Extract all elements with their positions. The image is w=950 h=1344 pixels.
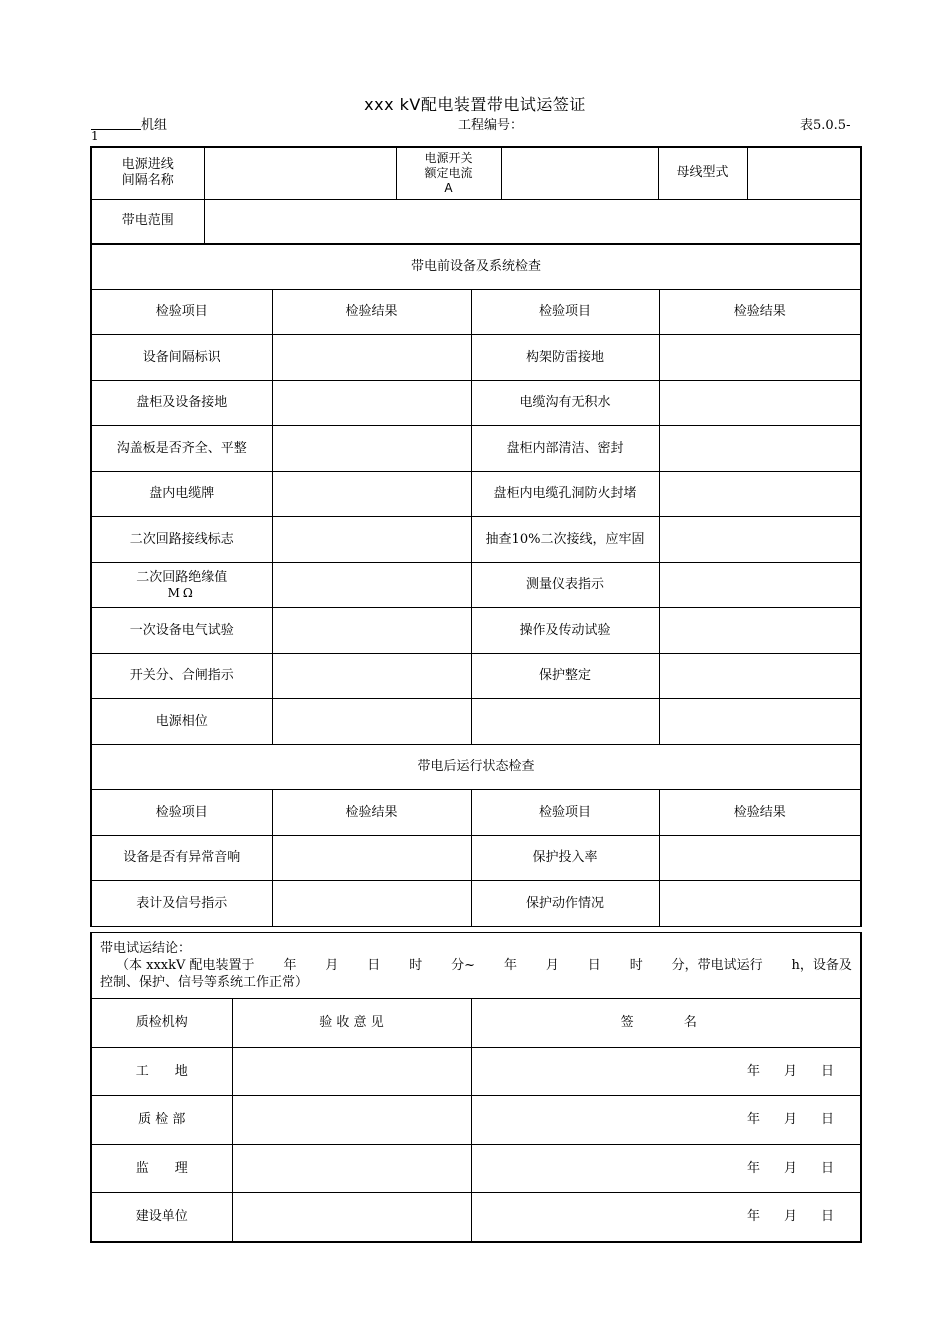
check-item: 盘柜内电缆孔洞防火封堵 <box>471 472 659 517</box>
opinion-header: 验 收 意 见 <box>232 999 471 1048</box>
check-result[interactable] <box>659 335 861 381</box>
check-item: 保护动作情况 <box>471 881 659 927</box>
check-result[interactable] <box>659 381 861 426</box>
power-line-label: 电源进线 间隔名称 <box>91 147 204 199</box>
col-header: 检验结果 <box>659 290 861 335</box>
conclusion-label: 带电试运结论： <box>100 941 192 956</box>
table-row <box>91 654 861 699</box>
unit-suffix: 机组 <box>141 118 168 133</box>
post-check-title: 带电后运行状态检查 <box>91 745 861 790</box>
check-result[interactable] <box>659 699 861 745</box>
check-result[interactable] <box>659 563 861 608</box>
sign-date: 年 月 日 <box>746 1208 835 1224</box>
check-item: 抽查10%二次接线，应牢固 <box>471 517 659 563</box>
info-table <box>90 146 862 245</box>
busbar-label: 母线型式 <box>658 147 747 199</box>
signature-cell[interactable] <box>471 1096 861 1145</box>
check-item: 盘柜及设备接地 <box>91 381 272 426</box>
org-header: 质检机构 <box>91 999 232 1048</box>
insulation-unit: MΩ <box>167 585 196 600</box>
col-header: 检验结果 <box>272 790 471 836</box>
table-row <box>91 1048 861 1096</box>
col-header: 检验项目 <box>91 790 272 836</box>
check-item: 盘内电缆牌 <box>91 472 272 517</box>
col-header: 检验项目 <box>471 290 659 335</box>
power-line-value[interactable] <box>204 147 396 199</box>
opinion-cell[interactable] <box>232 1096 471 1145</box>
opinion-cell[interactable] <box>232 1193 471 1242</box>
check-item: 保护整定 <box>471 654 659 699</box>
check-result[interactable] <box>272 563 471 608</box>
signature-header: 签 名 <box>471 999 861 1048</box>
busbar-value[interactable] <box>747 147 861 199</box>
sign-date: 年 月 日 <box>746 1160 835 1176</box>
range-value[interactable] <box>204 199 861 244</box>
table-row <box>91 608 861 654</box>
org-name: 质 检 部 <box>91 1096 232 1145</box>
switch-current-label: 电源开关 额定电流 A <box>396 147 501 199</box>
check-result[interactable] <box>659 654 861 699</box>
range-label: 带电范围 <box>91 199 204 244</box>
check-result[interactable] <box>659 517 861 563</box>
check-result[interactable] <box>272 608 471 654</box>
check-item: 沟盖板是否齐全、平整 <box>91 426 272 472</box>
check-result[interactable] <box>272 517 471 563</box>
col-header: 检验项目 <box>91 290 272 335</box>
check-result[interactable] <box>659 426 861 472</box>
sign-table <box>90 932 862 1243</box>
check-result[interactable] <box>272 881 471 927</box>
table-row <box>91 1096 861 1145</box>
check-result[interactable] <box>272 654 471 699</box>
check-item: 电源相位 <box>91 699 272 745</box>
signature-cell[interactable] <box>471 1193 861 1242</box>
project-no-label: 工程编号： <box>458 118 524 133</box>
check-item: 电缆沟有无积水 <box>471 381 659 426</box>
check-item: 表计及信号指示 <box>91 881 272 927</box>
form-number: 表5.0.5- <box>800 118 851 133</box>
check-result[interactable] <box>272 472 471 517</box>
check-result[interactable] <box>659 608 861 654</box>
conclusion-line: 控制、保护、信号等系统工作正常） <box>100 975 309 990</box>
check-result[interactable] <box>659 472 861 517</box>
check-item: 开关分、合闸指示 <box>91 654 272 699</box>
table-row <box>91 1193 861 1242</box>
table-row <box>91 335 861 381</box>
check-result[interactable] <box>272 699 471 745</box>
col-header: 检验结果 <box>659 790 861 836</box>
check-item: 测量仪表指示 <box>471 563 659 608</box>
table-row <box>91 426 861 472</box>
check-item: 一次设备电气试验 <box>91 608 272 654</box>
check-result[interactable] <box>272 381 471 426</box>
opinion-cell[interactable] <box>232 1145 471 1193</box>
table-row <box>91 881 861 927</box>
check-table <box>90 243 862 927</box>
table-row <box>91 472 861 517</box>
table-row <box>91 699 861 745</box>
opinion-cell[interactable] <box>232 1048 471 1096</box>
col-header: 检验项目 <box>471 790 659 836</box>
check-result[interactable] <box>272 335 471 381</box>
table-row <box>91 1145 861 1193</box>
table-row <box>91 381 861 426</box>
check-item: 二次回路绝缘值 MΩ <box>91 563 272 608</box>
form-number-tail: 1 <box>91 129 99 143</box>
conclusion <box>91 933 861 999</box>
check-item: 操作及传动试验 <box>471 608 659 654</box>
check-item: 二次回路接线标志 <box>91 517 272 563</box>
conclusion-line: （本 xxxkV 配电装置于 年 月 日 时 分~ 年 月 日 时 分，带电试运行 h，设备及 <box>116 958 852 973</box>
unit-field <box>91 114 167 133</box>
check-item: 设备是否有异常音响 <box>91 836 272 881</box>
sign-date: 年 月 日 <box>746 1112 835 1127</box>
check-item[interactable] <box>471 699 659 745</box>
table-row <box>91 836 861 881</box>
org-name: 工 地 <box>91 1048 232 1096</box>
check-item: 保护投入率 <box>471 836 659 881</box>
check-result[interactable] <box>659 836 861 881</box>
signature-cell[interactable] <box>471 1145 861 1193</box>
org-name: 监 理 <box>91 1145 232 1193</box>
check-item: 盘柜内部清洁、密封 <box>471 426 659 472</box>
pre-check-title: 带电前设备及系统检查 <box>91 244 861 290</box>
check-item: 设备间隔标识 <box>91 335 272 381</box>
table-row <box>91 563 861 608</box>
table-row <box>91 517 861 563</box>
org-name: 建设单位 <box>91 1193 232 1242</box>
check-result[interactable] <box>659 881 861 927</box>
col-header: 检验结果 <box>272 290 471 335</box>
sign-date: 年 月 日 <box>746 1063 835 1079</box>
check-item: 构架防雷接地 <box>471 335 659 381</box>
form-title: xxx kV配电装置带电试运签证 <box>364 95 586 114</box>
check-result[interactable] <box>272 426 471 472</box>
check-result[interactable] <box>272 836 471 881</box>
switch-current-value[interactable] <box>501 147 658 199</box>
signature-cell[interactable] <box>471 1048 861 1096</box>
